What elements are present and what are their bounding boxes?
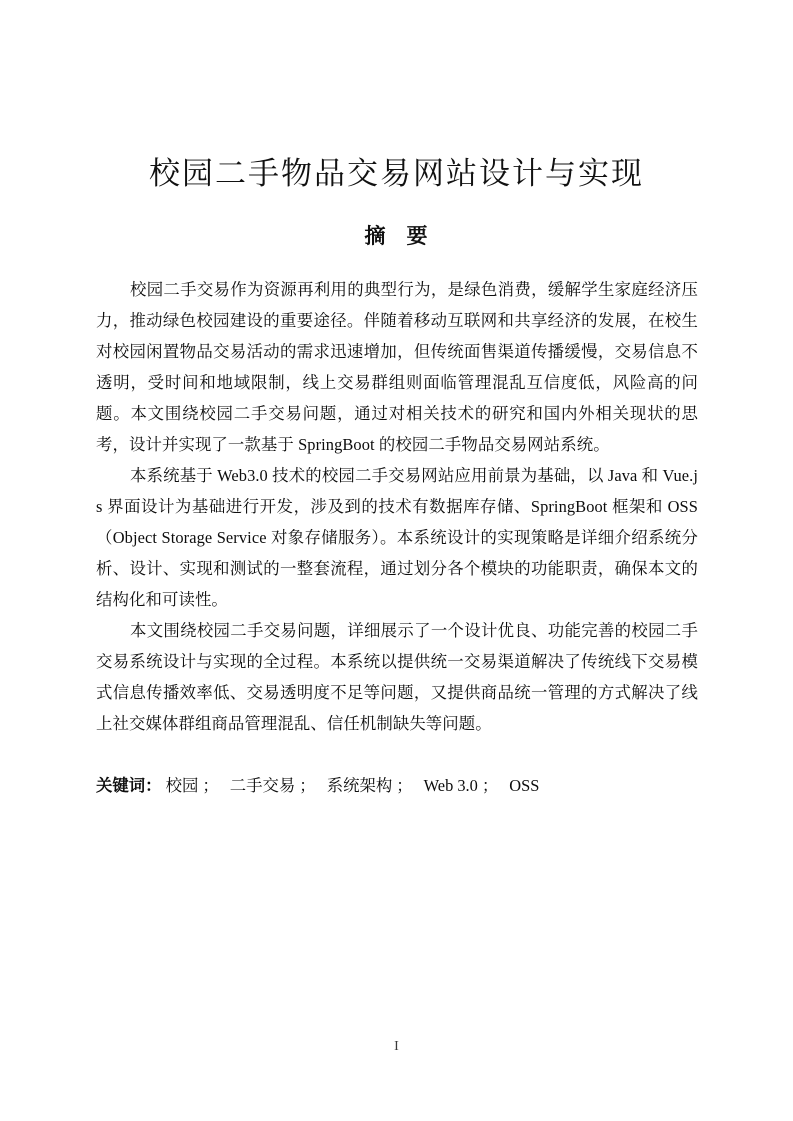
abstract-section-heading bbox=[0, 221, 793, 251]
keyword-item: 二手交易 bbox=[229, 776, 296, 795]
keyword-item: 校园 bbox=[165, 776, 199, 795]
keyword-separator: ； bbox=[481, 776, 499, 795]
page-title: 校园二手物品交易网站设计与实现 bbox=[149, 155, 644, 191]
keyword-item: OSS bbox=[509, 776, 540, 795]
abstract-heading-char-1: 摘 bbox=[364, 224, 387, 248]
keyword-item: Web 3.0 bbox=[423, 776, 478, 795]
abstract-heading-char-2: 要 bbox=[406, 224, 429, 248]
abstract-paragraph: 本系统基于 Web3.0 技术的校园二手交易网站应用前景为基础，以 Java 和 Vue.js 界面设计为基础进行开发，涉及到的技术有数据库存储、SpringBoot 框架和 OSS（Object Storage Service 对象存储服务）。本系统设计的实现策略是详细介绍系统分析、设计、实现和测试的一整套流程，通过划分各个模块的功能职责，确保本文的结构化和可读性。 bbox=[96, 466, 698, 609]
keywords-line bbox=[96, 772, 698, 800]
keywords-label: 关键词： bbox=[96, 776, 162, 795]
keyword-separator: ； bbox=[299, 776, 316, 795]
keyword-separator: ； bbox=[202, 776, 219, 795]
abstract-paragraph: 校园二手交易作为资源再利用的典型行为，是绿色消费，缓解学生家庭经济压力，推动绿色校园建设的重要途径。伴随着移动互联网和共享经济的发展，在校生对校园闲置物品交易活动的需求迅速增加，但传统面售渠道传播缓慢，交易信息不透明，受时间和地域限制，线上交易群组则面临管理混乱互信度低，风险高的问题。本文围绕校园二手交易问题，通过对相关技术的研究和国内外相关现状的思考，设计并实现了一款基于 SpringBoot 的校园二手物品交易网站系统。 bbox=[96, 280, 698, 454]
keywords-values bbox=[162, 776, 544, 795]
keyword-separator: ； bbox=[396, 776, 413, 795]
abstract-paragraph: 本文围绕校园二手交易问题，详细展示了一个设计优良、功能完善的校园二手交易系统设计与实现的全过程。本系统以提供统一交易渠道解决了传统线下交易模式信息传播效率低、交易透明度不足等问题，又提供商品统一管理的方式解决了线上社交媒体群组商品管理混乱、信任机制缺失等问题。 bbox=[96, 621, 698, 733]
abstract-body bbox=[96, 274, 698, 739]
keyword-item: 系统架构 bbox=[326, 776, 393, 795]
page-number: I bbox=[394, 1039, 399, 1054]
